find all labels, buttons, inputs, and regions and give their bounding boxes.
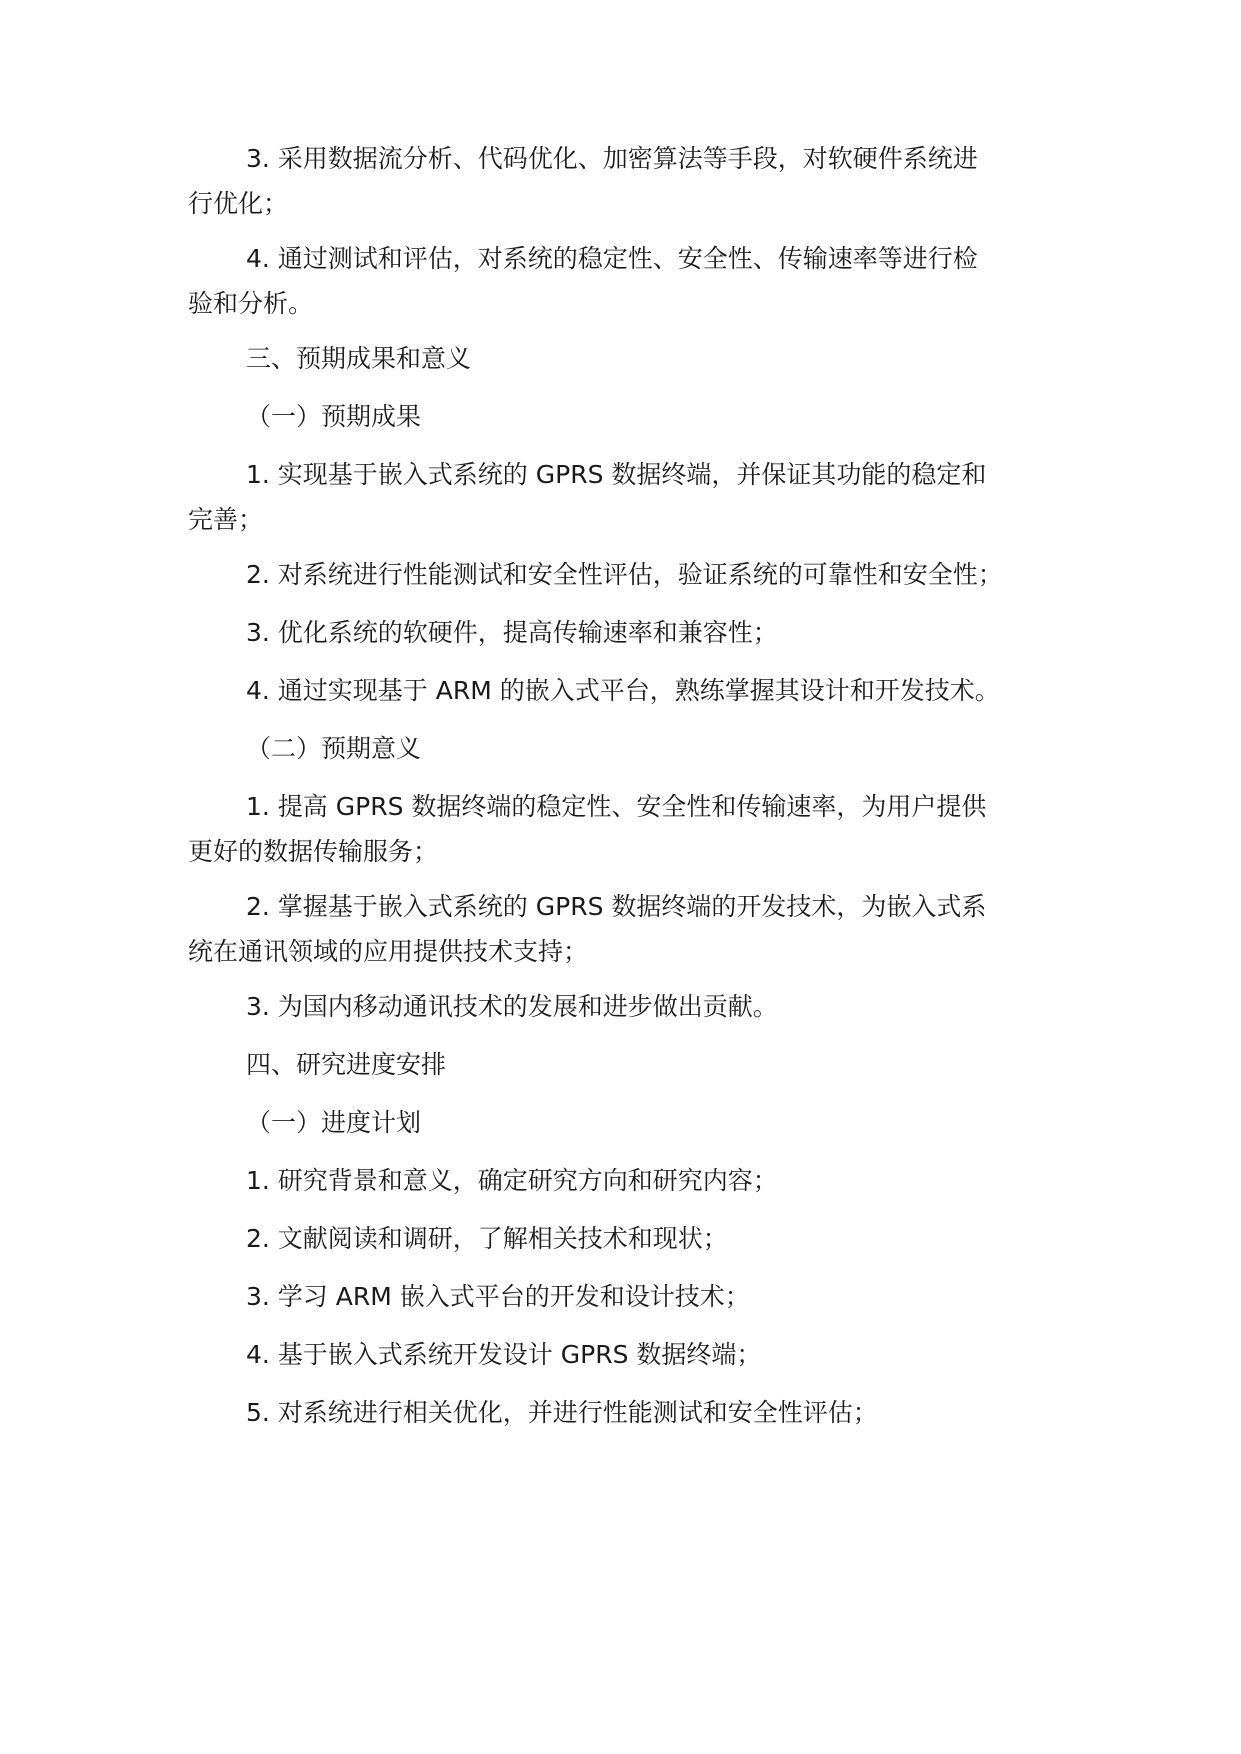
paragraph [188,884,1088,974]
list-item: 3. 优化系统的软硬件，提高传输速率和兼容性； [246,618,778,647]
paragraph-line: 2. 掌握基于嵌入式系统的 GPRS 数据终端的开发技术，为嵌入式系 [246,892,987,921]
subsection-heading: （二）预期意义 [246,734,422,763]
list-item: 2. 对系统进行性能测试和安全性评估，验证系统的可靠性和安全性； [246,560,1003,589]
list-item: 3. 学习 ARM 嵌入式平台的开发和设计技术； [246,1282,750,1311]
list-item: 3. 为国内移动通讯技术的发展和进步做出贡献。 [246,992,778,1021]
list-item: 2. 文献阅读和调研，了解相关技术和现状； [246,1224,728,1253]
section-heading: 四、研究进度安排 [246,1050,447,1079]
paragraph [188,784,1088,874]
paragraph-line: 更好的数据传输服务； [188,837,439,866]
paragraph-line: 1. 实现基于嵌入式系统的 GPRS 数据终端，并保证其功能的稳定和 [246,460,987,489]
paragraph-line: 4. 通过测试和评估，对系统的稳定性、安全性、传输速率等进行检 [246,244,978,273]
paragraph [188,452,1088,542]
paragraph-line: 1. 提高 GPRS 数据终端的稳定性、安全性和传输速率，为用户提供 [246,792,987,821]
paragraph [188,136,1088,226]
paragraph-line: 3. 采用数据流分析、代码优化、加密算法等手段，对软硬件系统进 [246,144,978,173]
paragraph-line: 验和分析。 [188,289,314,318]
subsection-heading: （一）进度计划 [246,1108,422,1137]
paragraph [188,236,1088,326]
list-item: 4. 基于嵌入式系统开发设计 GPRS 数据终端； [246,1340,762,1369]
paragraph-line: 行优化； [188,189,289,218]
list-item: 1. 研究背景和意义，确定研究方向和研究内容； [246,1166,778,1195]
section-heading: 三、预期成果和意义 [246,344,472,373]
paragraph-line: 统在通讯领域的应用提供技术支持； [188,937,589,966]
subsection-heading: （一）预期成果 [246,402,422,431]
list-item: 5. 对系统进行相关优化，并进行性能测试和安全性评估； [246,1398,878,1427]
list-item: 4. 通过实现基于 ARM 的嵌入式平台，熟练掌握其设计和开发技术。 [246,676,1000,705]
paragraph-line: 完善； [188,505,264,534]
